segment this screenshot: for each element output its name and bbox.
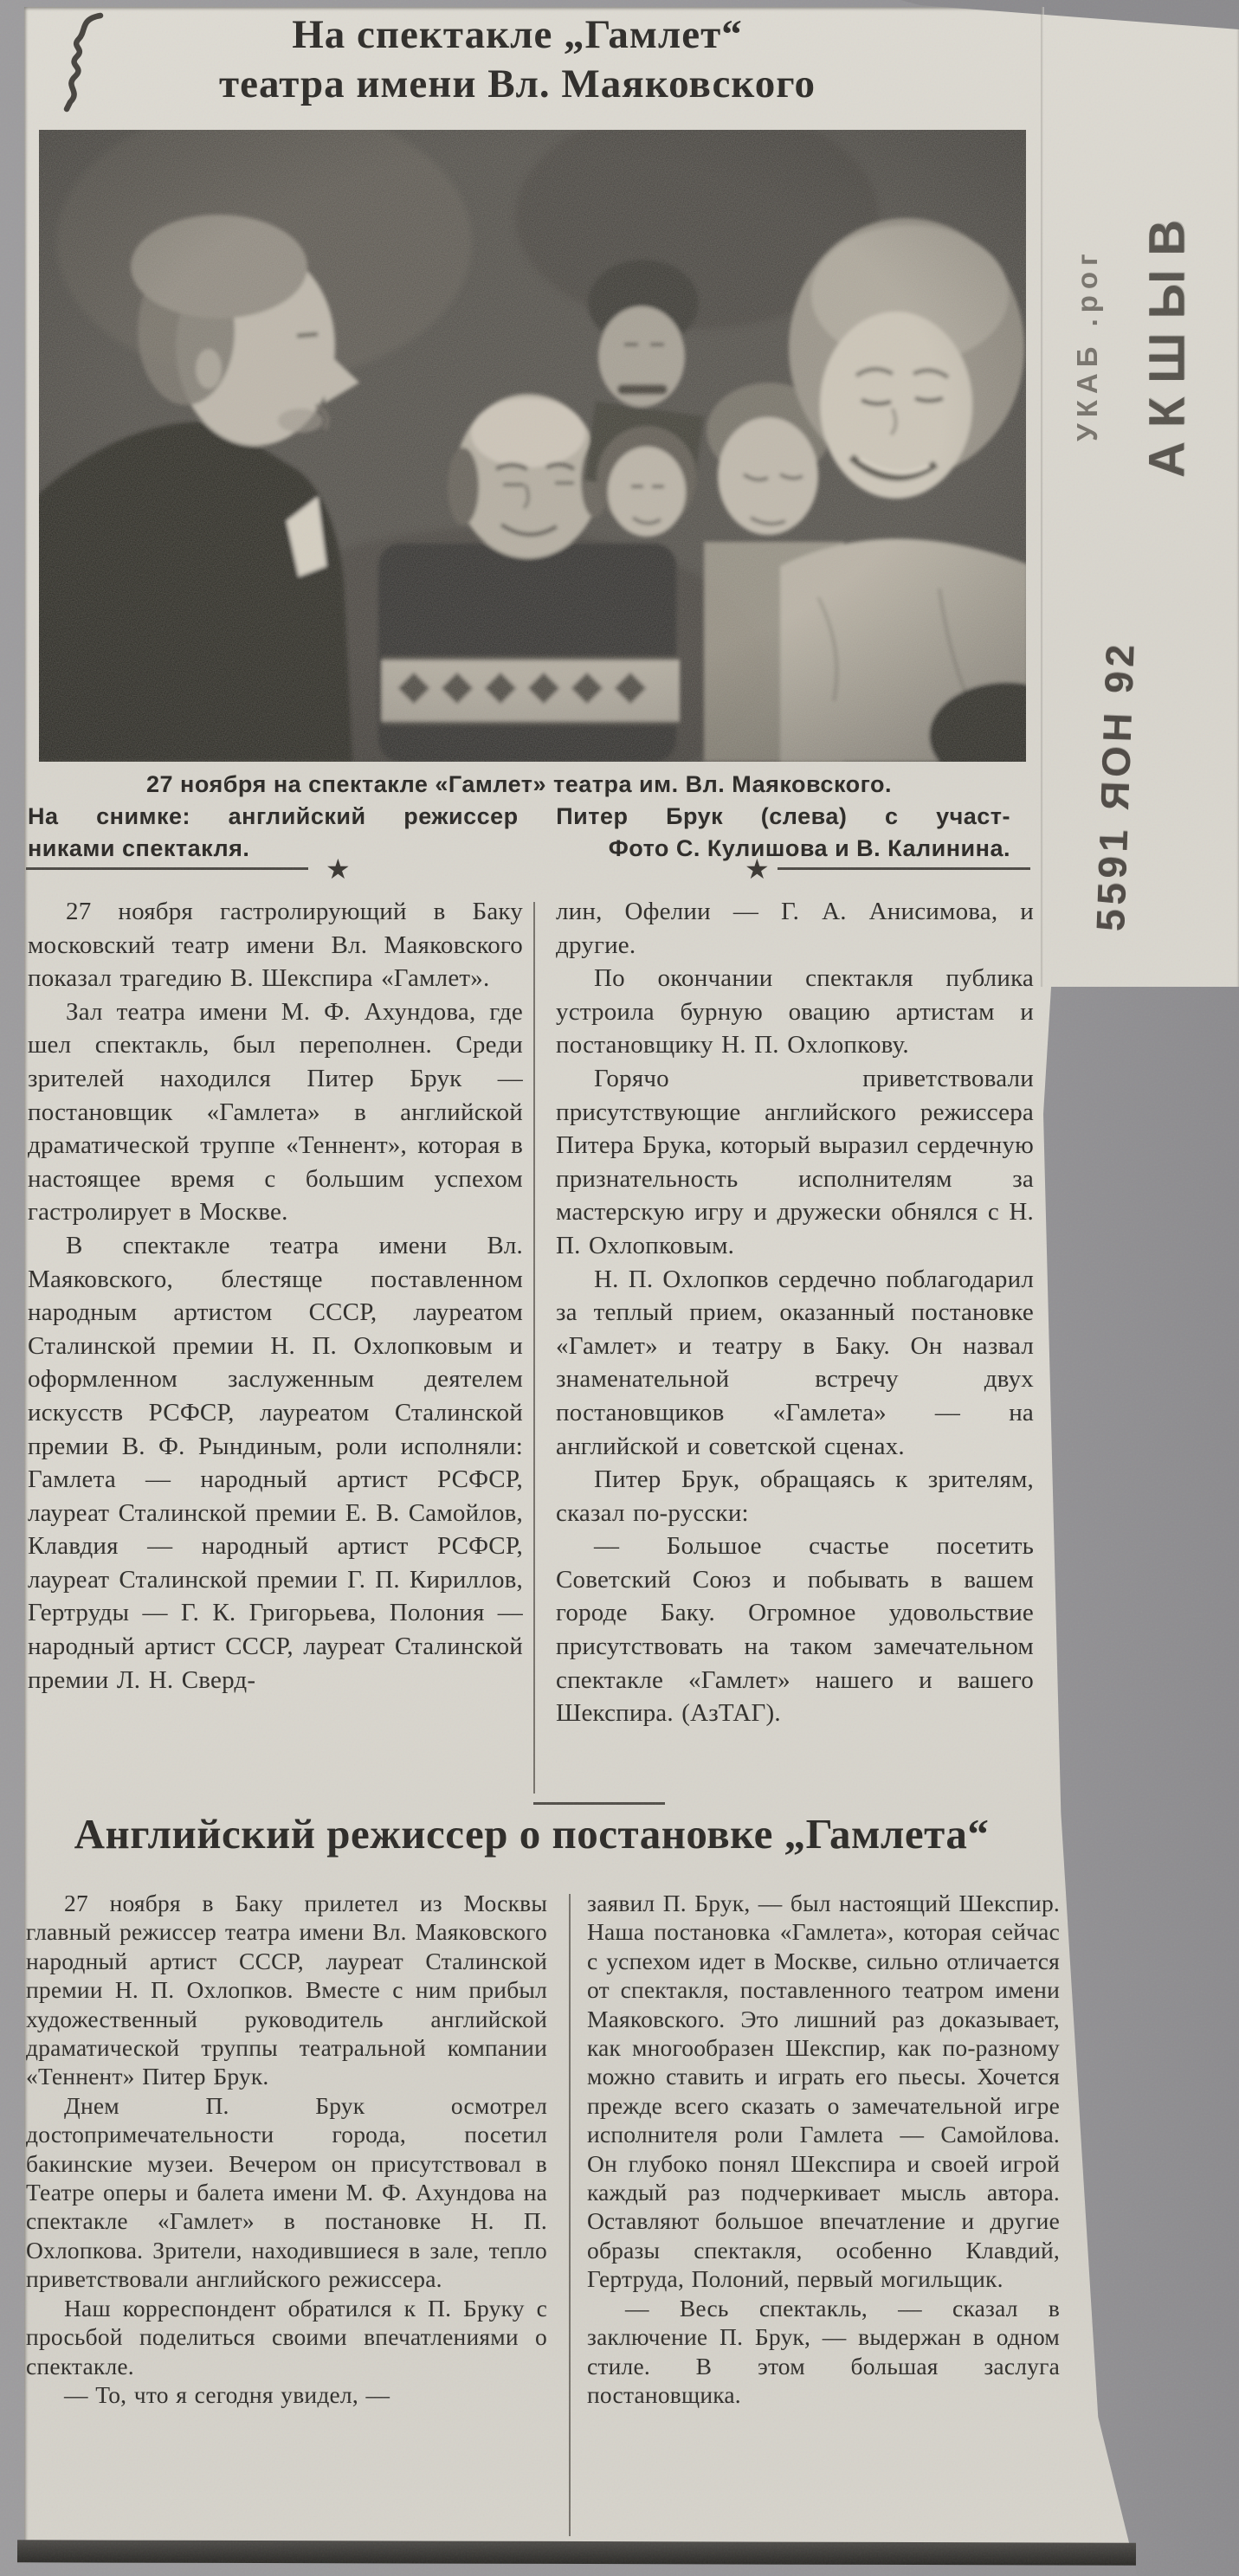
column-divider <box>533 902 535 1794</box>
caption-on-photo-label: На снимке: <box>28 803 191 829</box>
star-divider <box>26 852 1030 886</box>
masthead-city-stamp: гор. БАКУ <box>1071 248 1103 441</box>
paragraph: Н. П. Охлопков сердечно поблагодарил за теплый прием, оказанный постановке «Гамлет» и театру в Баку. Он назвал знаменательной встречу двух постановщиков «Гамлета» — на английской и советской сценах. <box>556 1265 1034 1460</box>
clipping-bottom-edge <box>17 2540 1136 2565</box>
paragraph: — То, что я сегодня увидел, — <box>64 2380 390 2408</box>
caption-line2-text: английский режиссер Питер Брук (слева) с участ- <box>190 803 1011 829</box>
paragraph: Наш корреспондент обратился к П. Бруку с просьбой поделиться своими впечатлениями о спектакле. <box>26 2294 547 2380</box>
paragraph: Днем П. Брук осмотрел достопримечательности города, посетил бакинские музеи. Вечером он присутствовал в Театре оперы и балета имени М. Ф. Ахундова на спектакле «Гамлет» в постановке Н. П. Охлопкова. Зрители, находившиеся в зале, тепло приветствовали английского режиссера. <box>26 2091 547 2293</box>
paragraph: 27 ноября в Баку прилетел из Москвы главный режиссер театра имени Вл. Маяковского народный артист СССР, лауреат Сталинской премии Н. П. Охлопков. Вместе с ним прибыл художественный руководитель английской драматической труппы театральной компании «Теннент» Питер Брук. <box>26 1890 547 2090</box>
paragraph: 27 ноября гастролирующий в Баку московский театр имени Вл. Маяковского показал трагедию В. Шекспира «Гамлет». <box>28 898 523 993</box>
end-of-article-rule <box>533 1802 665 1805</box>
paragraph: Горячо приветствовали присутствующие английского режиссера Питера Брука, который выразил сердечную признательность исполнителям за мастерскую игру и дружески обнялся с Н. П. Охлопковым. <box>556 1064 1034 1259</box>
paragraph: — Весь спектакль, — сказал в заключение П. Брук, — выдержан в одном стиле. В этом большая заслуга постановщика. <box>587 2294 1060 2408</box>
divider-rule-right <box>778 867 1030 870</box>
paragraph: лин, Офелии — Г. А. Анисимова, и другие. <box>556 898 1034 959</box>
article2-right-column <box>587 1889 1060 2540</box>
paragraph: По окончании спектакля публика устроила бурную овацию артистам и постановщику Н. П. Охлопкову. <box>556 964 1034 1059</box>
headline-line1: На спектакле „Гамлет“ <box>292 12 743 57</box>
caption-line1: 27 ноября на спектакле «Гамлет» театра им. Вл. Маяковского. <box>146 771 892 797</box>
date-stamp: 29 НОЯ 1955 <box>1087 640 1143 932</box>
article-photo <box>39 130 1026 762</box>
paragraph: В спектакле театра имени Вл. Маяковского, блестяще поставленном народным артистом СССР, лауреатом Сталинской премии Н. П. Охлопковым и оформленном заслуженным деятелем искусств РСФСР, лауреатом Сталинской премии В. Ф. Рындиным, роли исполняли: Гамлета — народный артист РСФСР, лауреат Сталинской премии Е. В. Самойлов, Клавдия — народный артист РСФСР, лауреат Сталинской премии Г. П. Кириллов, Гертруды — Г. К. Григорьева, Полония — народный артист СССР, лауреат Сталинской премии Л. Н. Сверд- <box>28 1231 523 1694</box>
article1-right-column <box>556 895 1034 1799</box>
paper-crease <box>1041 7 1044 987</box>
star-icon: ★ <box>326 853 351 885</box>
paragraph: Зал театра имени М. Ф. Ахундова, где шел спектакль, был переполнен. Среди зрителей находился Питер Брук — постановщик «Гамлета» в английской драматической труппе «Теннент», которая в настоящее время с большим успехом гастролирует в Москве. <box>28 997 523 1227</box>
caption-line2 <box>28 801 1010 833</box>
star-icon: ★ <box>745 853 770 885</box>
photo-credit: Фото С. Кулишова и В. Калинина. <box>608 835 1010 861</box>
paragraph: заявил П. Брук, — был настоящий Шекспир. Наша постановка «Гамлета», которая сейчас с успехом идет в Москве, сильно отличается от спектакля, поставленного театром имени Маяковского. Это лишний раз доказывает, как многообразен Шекспир, как по-разному можно ставить и играть его пьесы. Хочется прежде всего сказать о замечательной игре исполнителя роли Гамлета — Самойлова. Он глубоко понял Шекспира и своей игрой каждый раз подчеркивает мысль автора. Оставляют большое впечатление и другие образы спектакля, особенно Клавдий, Гертруда, Полоний, первый могильщик. <box>587 1890 1060 2293</box>
main-headline <box>26 10 1009 109</box>
masthead-paper-name-stamp: ВЫШКА <box>1139 205 1196 479</box>
article2-left-column <box>26 1889 547 2540</box>
divider-rule-left <box>26 867 308 870</box>
column-divider <box>569 1894 571 2536</box>
paragraph: Питер Брук, обращаясь к зрителям, сказал по-русски: <box>556 1465 1034 1527</box>
photo-caption <box>28 769 1010 865</box>
article2-headline: Английский режиссер о постановке „Гамлета“ <box>74 1810 990 1858</box>
headline-line2: театра имени Вл. Маяковского <box>219 61 816 106</box>
paragraph: — Большое счастье посетить Советский Союз и побывать в вашем городе Баку. Огромное удовольствие присутствовать на таком замечательном спектакле «Гамлет» нашего и вашего Шекспира. (АзТАГ). <box>556 1532 1034 1728</box>
article1-left-column <box>28 895 523 1799</box>
caption-line3-left: никами спектакля. <box>28 835 250 861</box>
